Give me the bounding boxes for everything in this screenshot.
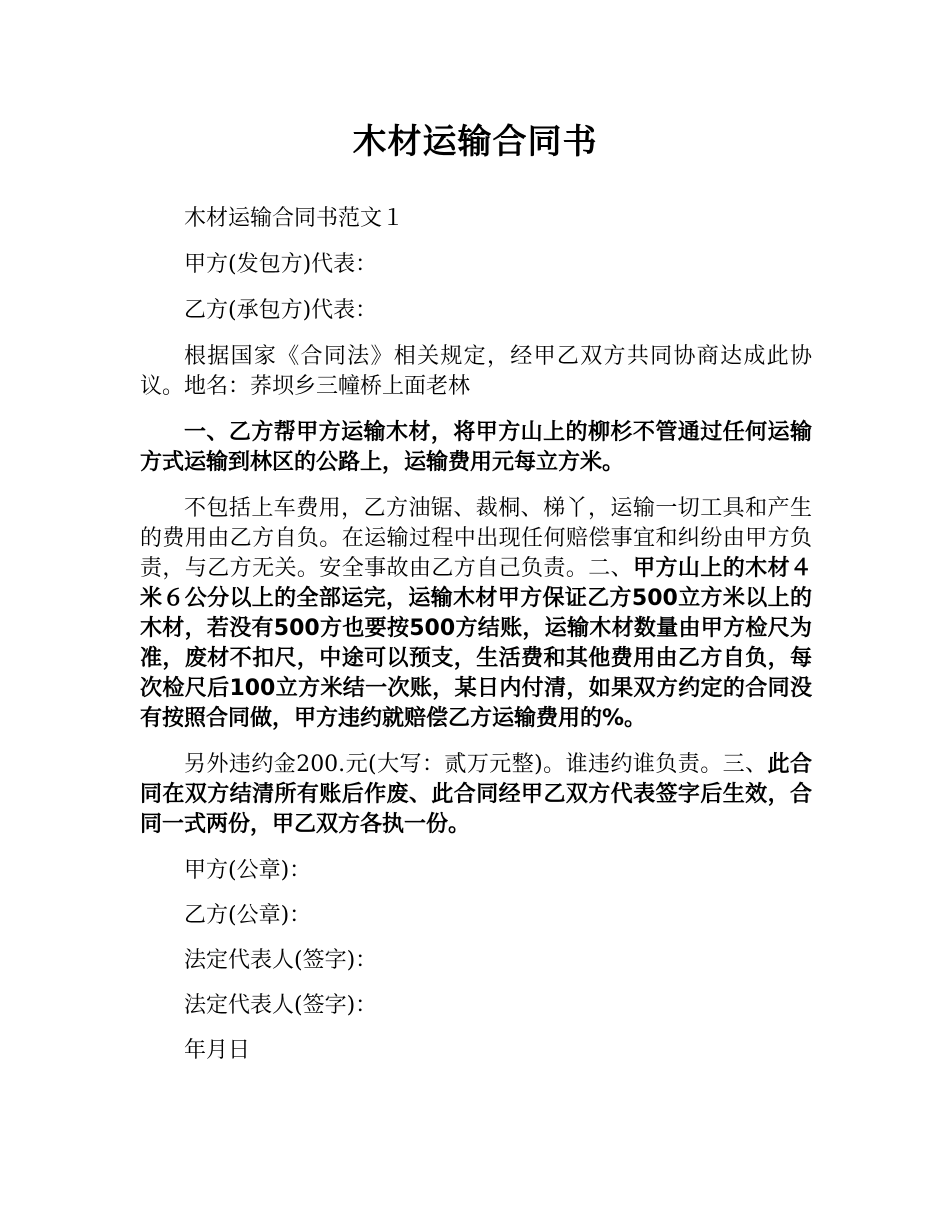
paragraph-party-b-seal: 乙方(公章)： bbox=[184, 903, 312, 928]
clause-three-bold-text: 此合同在双方结清所有账后作废、此合同经甲乙双方代表签字后生效，合同一式两份，甲乙双方各执一份。 bbox=[140, 752, 812, 837]
paragraph-party-b-representative: 乙方(承包方)代表： bbox=[184, 298, 378, 323]
paragraph-clause-three bbox=[140, 750, 812, 840]
paragraph-legal-representative-a: 法定代表人(签字)： bbox=[184, 948, 378, 973]
paragraph-sample-heading: 木材运输合同书范文１ bbox=[184, 206, 405, 231]
paragraph-party-a-representative: 甲方(发包方)代表： bbox=[184, 252, 378, 277]
document-body bbox=[140, 204, 812, 1081]
paragraph-agreement-basis: 根据国家《合同法》相关规定，经甲乙双方共同协商达成此协议。地名：荞坝乡三幢桥上面老林 bbox=[140, 344, 812, 399]
clause-two-bold-text: 甲方山上的木材４米６公分以上的全部运完，运输木材甲方保证乙方500立方米以上的木材，若没有500方也要按500方结账，运输木材数量由甲方检尺为准，废材不扣尺，中途可以预支，生活费和其他费用由乙方自负，每次检尺后100立方米结一次账，某日内付清，如果双方约定的合同没有按照合同做，甲方违约就赔偿乙方运输费用的%。 bbox=[140, 556, 812, 731]
paragraph-clause-two bbox=[140, 494, 812, 734]
clause-three-normal-text: 另外违约金200.元(大写：贰万元整)。谁违约谁负责。三、 bbox=[184, 752, 768, 777]
paragraph-party-a-seal: 甲方(公章)： bbox=[184, 858, 312, 883]
paragraph-date: 年月日 bbox=[184, 1038, 251, 1063]
clause-two-normal-text: 不包括上车费用，乙方油锯、裁桐、梯丫，运输一切工具和产生的费用由乙方自负。在运输过程中出现任何赔偿事宜和纠纷由甲方负责，与乙方无关。安全事故由乙方自己负责。二、 bbox=[140, 496, 812, 581]
paragraph-clause-one: 一、乙方帮甲方运输木材，将甲方山上的柳杉不管通过任何运输方式运输到林区的公路上，运输费用元每立方米。 bbox=[140, 420, 812, 475]
paragraph-legal-representative-b: 法定代表人(签字)： bbox=[184, 993, 378, 1018]
document-title: 木材运输合同书 bbox=[352, 122, 598, 162]
